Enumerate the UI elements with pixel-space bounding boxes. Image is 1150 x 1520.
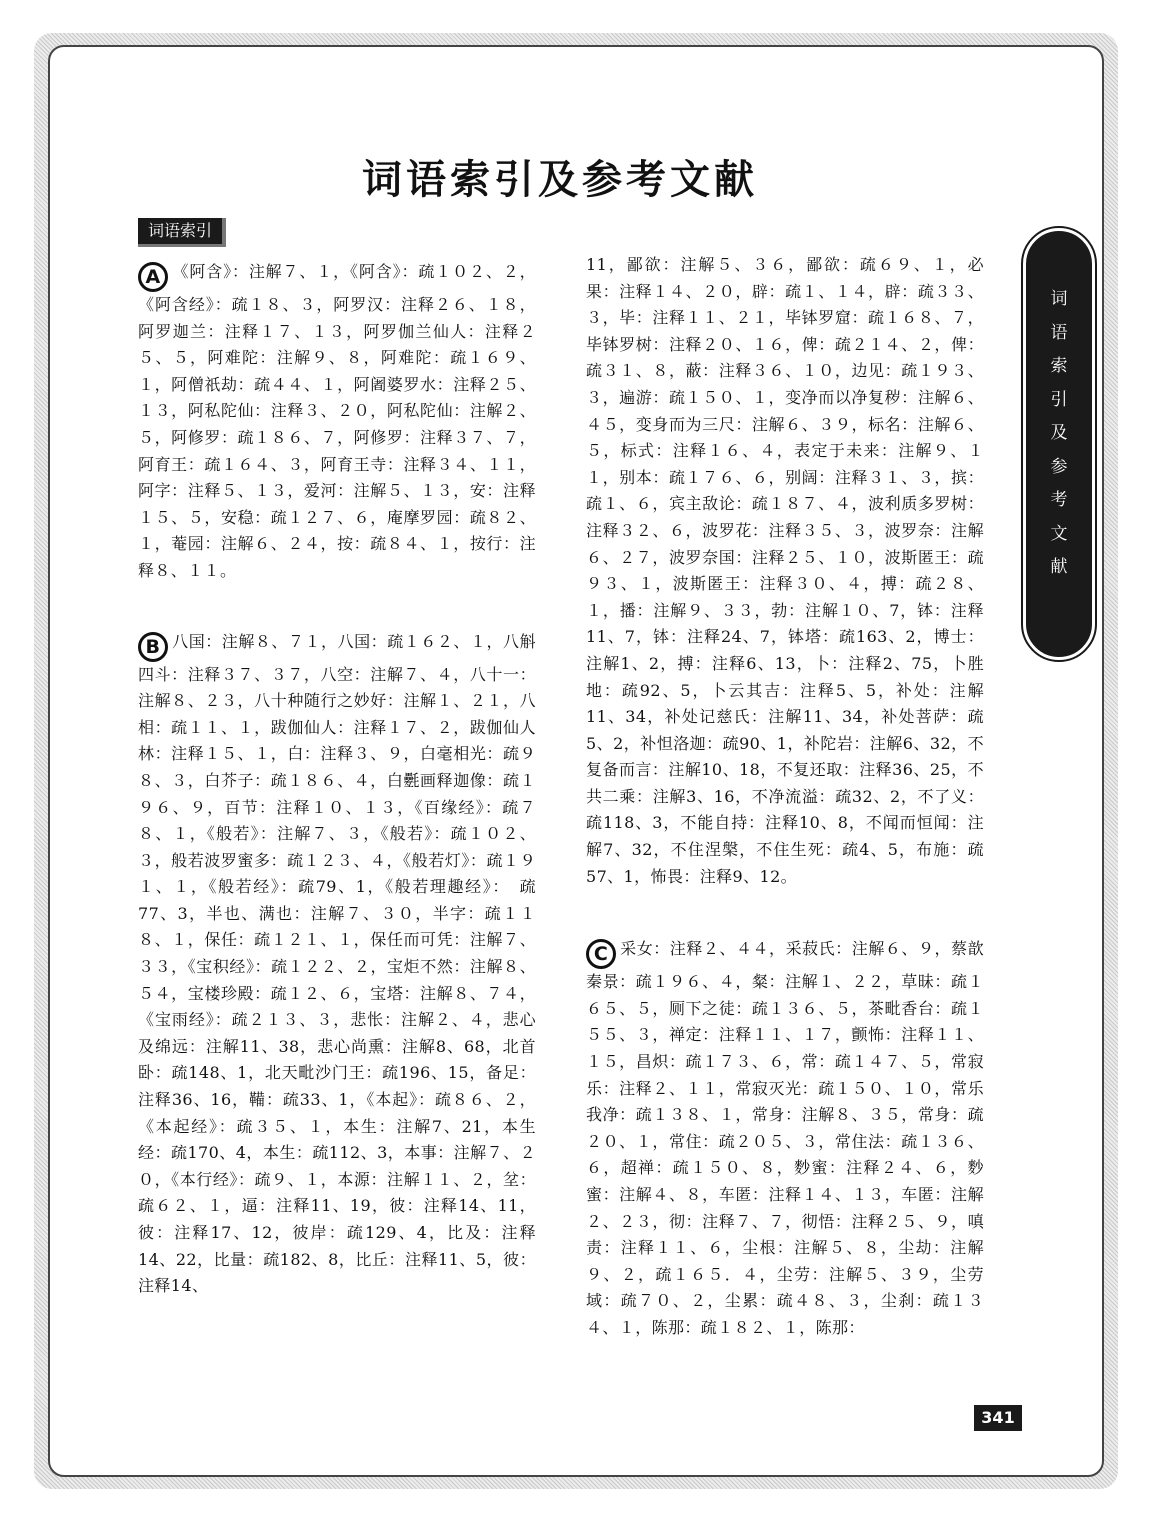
letter-b-entries: 八国：注解８、７１，八国：疏１６２、１，八斛四斗：注释３７、３７，八空：注解７、４，八十一：注解８、２３，八十种随行之妙好：注解１、２１，八相：疏１１、１，跋伽仙人：注释１７、２，跋伽仙人林：注释１５、１，白：注释３、９，白毫相光：疏９８、３，白芥子：疏１８６、４，白氎画释迦像：疏１９６、９，百节：注释１０、１３，《百缘经》：疏７８、１，《般若》：注解７、３，《般若》：疏１０２、３，般若波罗蜜多：疏１２３、４，《般若灯》：疏１９１、１，《般若经》：疏79、1，《般若理趣经》： 疏77、3，半也、满也：注解７、３０，半字：疏１１８、１，保任：疏１２１、１，保任而可凭：注解７、３３，《宝积经》：疏１２２、２，宝炬不然：注解８、５４，宝楼珍殿：疏１２、６，宝塔：注解８、７４，《宝雨经》：疏２１３、３，悲怅：注解２、４，悲心及绵远：注解11、38，悲心尚熏：注解8、68，北首卧：疏148、1，北天毗沙门王：疏196、15，备足：注释36、16，鞴：疏33、1，《本起》：疏８６、２，《本起经》：疏３５、１，本生：注解7、21，本生经：疏170、4，本生：疏112、3，本事：注解７、２０，《本行经》：疏９、１，本源：注解１１、２，坌：疏６２、１，逼：注释11、19，彼：注释14、11，彼：注释17、12，彼岸：疏129、4，比及：注释14、22，比量：疏182、8，比丘：注释11、5，彼：注释14、 bbox=[138, 631, 536, 1296]
letter-section-a bbox=[138, 259, 536, 585]
side-tab-char: 及 bbox=[1050, 423, 1068, 443]
letter-a-badge: A bbox=[138, 262, 168, 292]
page-number: 341 bbox=[974, 1405, 1022, 1431]
letter-section-c bbox=[586, 936, 984, 1341]
section-label: 词语索引 bbox=[138, 218, 226, 247]
left-column bbox=[138, 259, 536, 1300]
side-tab-char: 献 bbox=[1050, 557, 1068, 577]
side-tab-char: 索 bbox=[1050, 356, 1068, 376]
chapter-side-tab bbox=[1023, 228, 1095, 660]
letter-a-entries: 《阿含》：注解７、１，《阿含》：疏１０２、２，《阿含经》：疏１８、３，阿罗汉：注释２６、１８，阿罗迦兰：注释１７、１３，阿罗伽兰仙人：注释２５、５，阿难陀：注解９、８，阿难陀：疏１６９、１，阿僧祇劫：疏４４、１，阿阇婆罗水：注释２５、１３，阿私陀仙：注释３、２０，阿私陀仙：注解２、５，阿修罗：疏１８６、７，阿修罗：注释３７、７，阿育王：疏１６４、３，阿育王寺：注释３４、１１，阿字：注释５、１３，爱河：注解５、１３，安：注释１５、５，安稳：疏１２７、６，庵摩罗园：疏８２、１，菴园：注解６、２４，按：疏８４、１，按行：注释８、１１。 bbox=[138, 262, 536, 580]
letter-section-b bbox=[138, 629, 536, 1300]
side-tab-char: 文 bbox=[1050, 523, 1068, 544]
side-tab-char: 参 bbox=[1050, 456, 1068, 477]
right-column bbox=[586, 252, 984, 1342]
letter-b-continued-entries: 11，鄙欲：注解５、３６，鄙欲：疏６９、１，必果：注释１４、２０，辟：疏１、１４，辟：疏３３、３，毕：注释１１、２１，毕钵罗窟：疏１６８、７，毕钵罗树：注释２０、１６，俾：疏２１４、２，俾：疏３１、８，蔽：注释３６、１０，边见：疏１９３、３，遍游：疏１５０、１，变净而以净复秽：注解６、４５，变身而为三尺：注解６、３９，标名：注解６、５，标式：注释１６、４，表定于未来：注解９、１１，别本：疏１７６、６，别阔：注释３１、３，摈：疏１、６，宾主敌论：疏１８７、４，波利质多罗树：注释３２、６，波罗花：注释３５、３，波罗奈：注解６、２７，波罗奈国：注释２５、１０，波斯匿王：疏９３、１，波斯匿王：注释３０、４，搏：疏２８、１，播：注解９、３３，勃：注解１０、7，钵：注释11、7，钵：注释24、7，钵塔：疏163、2，博士：注解1、2，搏：注释6、13，卜：注释2、75，卜胜地：疏92、5，卜云其吉：注释5、5，补处：注解11、34，补处记慈氏：注解11、34，补处菩萨：疏5、2，补怛洛迦：疏90、1，补陀岩：注解6、32，不复备而言：注解10、18，不复还取：注释36、25，不共二乘：注解3、16，不净流溢：疏32、2，不了义：疏118、3，不能自持：注释10、8，不闻而恒闻：注解7、32，不住涅槃，不住生死：疏4、5，布施：疏57、1，怖畏：注释9、12。 bbox=[586, 255, 984, 886]
letter-b-continued bbox=[586, 252, 984, 890]
side-tab-char: 语 bbox=[1050, 322, 1068, 343]
side-tab-char: 词 bbox=[1050, 289, 1068, 309]
side-tab-char: 考 bbox=[1050, 490, 1068, 510]
side-tab-char: 引 bbox=[1050, 389, 1068, 410]
letter-c-badge: C bbox=[586, 939, 616, 969]
letter-c-entries: 采女：注释２、４４，采菽氏：注解６、９，蔡歆秦景：疏１９６、４，粲：注解１、２２，草昧：疏１６５、５，厕下之徒：疏１３６、５，茶毗香台：疏１５５、３，禅定：注释１１、１７，颤怖：注释１１、１５，昌炽：疏１７３、６，常：疏１４７、５，常寂乐：注释２、１１，常寂灭光：疏１５０、１０，常乐我净：疏１３８、１，常身：注解８、３５，常身：疏２０、１，常住：疏２０５、３，常住法：疏１３６、６，超禅：疏１５０、８，麨蜜：注释２４、６，麨蜜：注解４、８，车匿：注释１４、１３，车匿：注解２、２３，彻：注释７、７，彻悟：注释２５、９，嗔责：注释１１、６，尘根：注解５、８，尘劫：注解９、２，疏１６５．４，尘劳：注解５、３９，尘劳域：疏７０、２，尘累：疏４８、３，尘刹：疏１３４、１，陈那：疏１８２、１，陈那： bbox=[586, 939, 984, 1337]
letter-b-badge: B bbox=[138, 632, 168, 662]
page-title: 词语索引及参考文献 bbox=[362, 157, 758, 203]
